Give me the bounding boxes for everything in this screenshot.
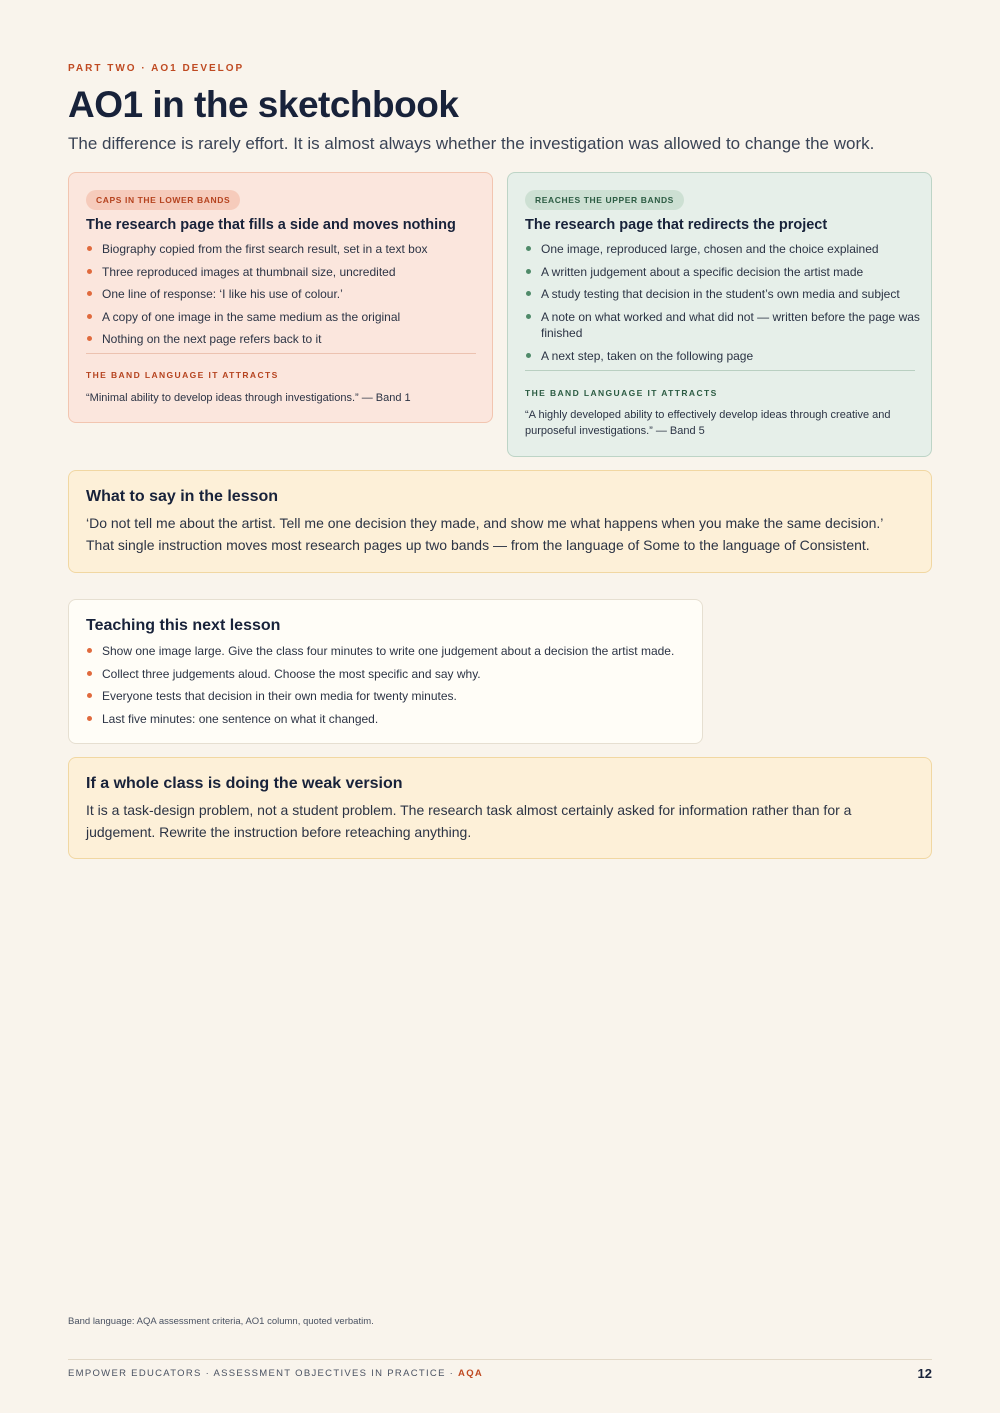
weak-card-title: The research page that fills a side and moves nothing xyxy=(86,217,456,233)
weak-band-quote: “Minimal ability to develop ideas through investigations.” — Band 1 xyxy=(86,392,411,404)
running-footer xyxy=(68,1368,483,1379)
list-item: A next step, taken on the following page xyxy=(525,348,920,365)
list-item: Show one image large. Give the class four minutes to write one judgement about a decision the artist made. xyxy=(86,643,696,660)
list-item: One line of response: ‘I like his use of colour.’ xyxy=(86,286,481,303)
list-item: Nothing on the next page refers back to it xyxy=(86,331,481,348)
strong-band-pill: REACHES THE UPPER BANDS xyxy=(525,190,684,210)
strong-band-label: THE BAND LANGUAGE IT ATTRACTS xyxy=(525,388,718,398)
strong-example-card xyxy=(507,172,932,457)
list-item: One image, reproduced large, chosen and the choice explained xyxy=(525,241,920,258)
whole-class-callout xyxy=(68,757,932,859)
callout-title: What to say in the lesson xyxy=(86,488,279,505)
list-item: Three reproduced images at thumbnail size, uncredited xyxy=(86,264,481,281)
weak-band-pill: CAPS IN THE LOWER BANDS xyxy=(86,190,240,210)
list-item: A copy of one image in the same medium as the original xyxy=(86,309,481,326)
callout-body: ‘Do not tell me about the artist. Tell me one decision they made, and show me what happens when you make the same decision.’ That single instruction moves most research pages up two bands — from the language of Some to the language of Consistent. xyxy=(86,515,883,553)
section-eyebrow: PART TWO · AO1 DEVELOP xyxy=(68,63,245,74)
list-item: Collect three judgements aloud. Choose the most specific and say why. xyxy=(86,666,696,683)
what-to-say-callout xyxy=(68,470,932,573)
list-item: A note on what worked and what did not — written before the page was finished xyxy=(525,309,920,342)
page xyxy=(68,0,932,1413)
divider xyxy=(86,353,476,354)
teach-card-title: Teaching this next lesson xyxy=(86,617,281,634)
page-title: AO1 in the sketchbook xyxy=(68,84,459,125)
callout-title: If a whole class is doing the weak version xyxy=(86,775,403,792)
list-item: Everyone tests that decision in their own media for twenty minutes. xyxy=(86,688,696,705)
weak-band-label: THE BAND LANGUAGE IT ATTRACTS xyxy=(86,370,279,380)
strong-band-quote: “A highly developed ability to effectively develop ideas through creative and purposeful investigations.” — Band 5 xyxy=(525,409,891,437)
list-item: Last five minutes: one sentence on what it changed. xyxy=(86,711,696,728)
strong-card-list xyxy=(525,241,920,370)
divider xyxy=(525,370,915,371)
list-item: A written judgement about a specific decision the artist made xyxy=(525,264,920,281)
strong-card-title: The research page that redirects the project xyxy=(525,217,828,233)
source-note: Band language: AQA assessment criteria, AO1 column, quoted verbatim. xyxy=(68,1316,374,1327)
page-number: 12 xyxy=(917,1366,932,1381)
exam-board: AQA xyxy=(458,1368,484,1379)
callout-body: It is a task-design problem, not a student problem. The research task almost certainly asked for information rather than for a judgement. Rewrite the instruction before reteaching anything. xyxy=(86,802,852,840)
teach-card-list xyxy=(86,643,696,733)
list-item: Biography copied from the first search result, set in a text box xyxy=(86,241,481,258)
page-lede: The difference is rarely effort. It is almost always whether the investigation was allowed to change the work. xyxy=(68,134,875,153)
running-title: EMPOWER EDUCATORS · ASSESSMENT OBJECTIVES IN PRACTICE · xyxy=(68,1368,459,1379)
list-item: A study testing that decision in the student’s own media and subject xyxy=(525,286,920,303)
footer-divider xyxy=(68,1359,932,1360)
weak-card-list xyxy=(86,241,481,354)
weak-example-card xyxy=(68,172,493,423)
teaching-next-lesson-card xyxy=(68,599,703,744)
